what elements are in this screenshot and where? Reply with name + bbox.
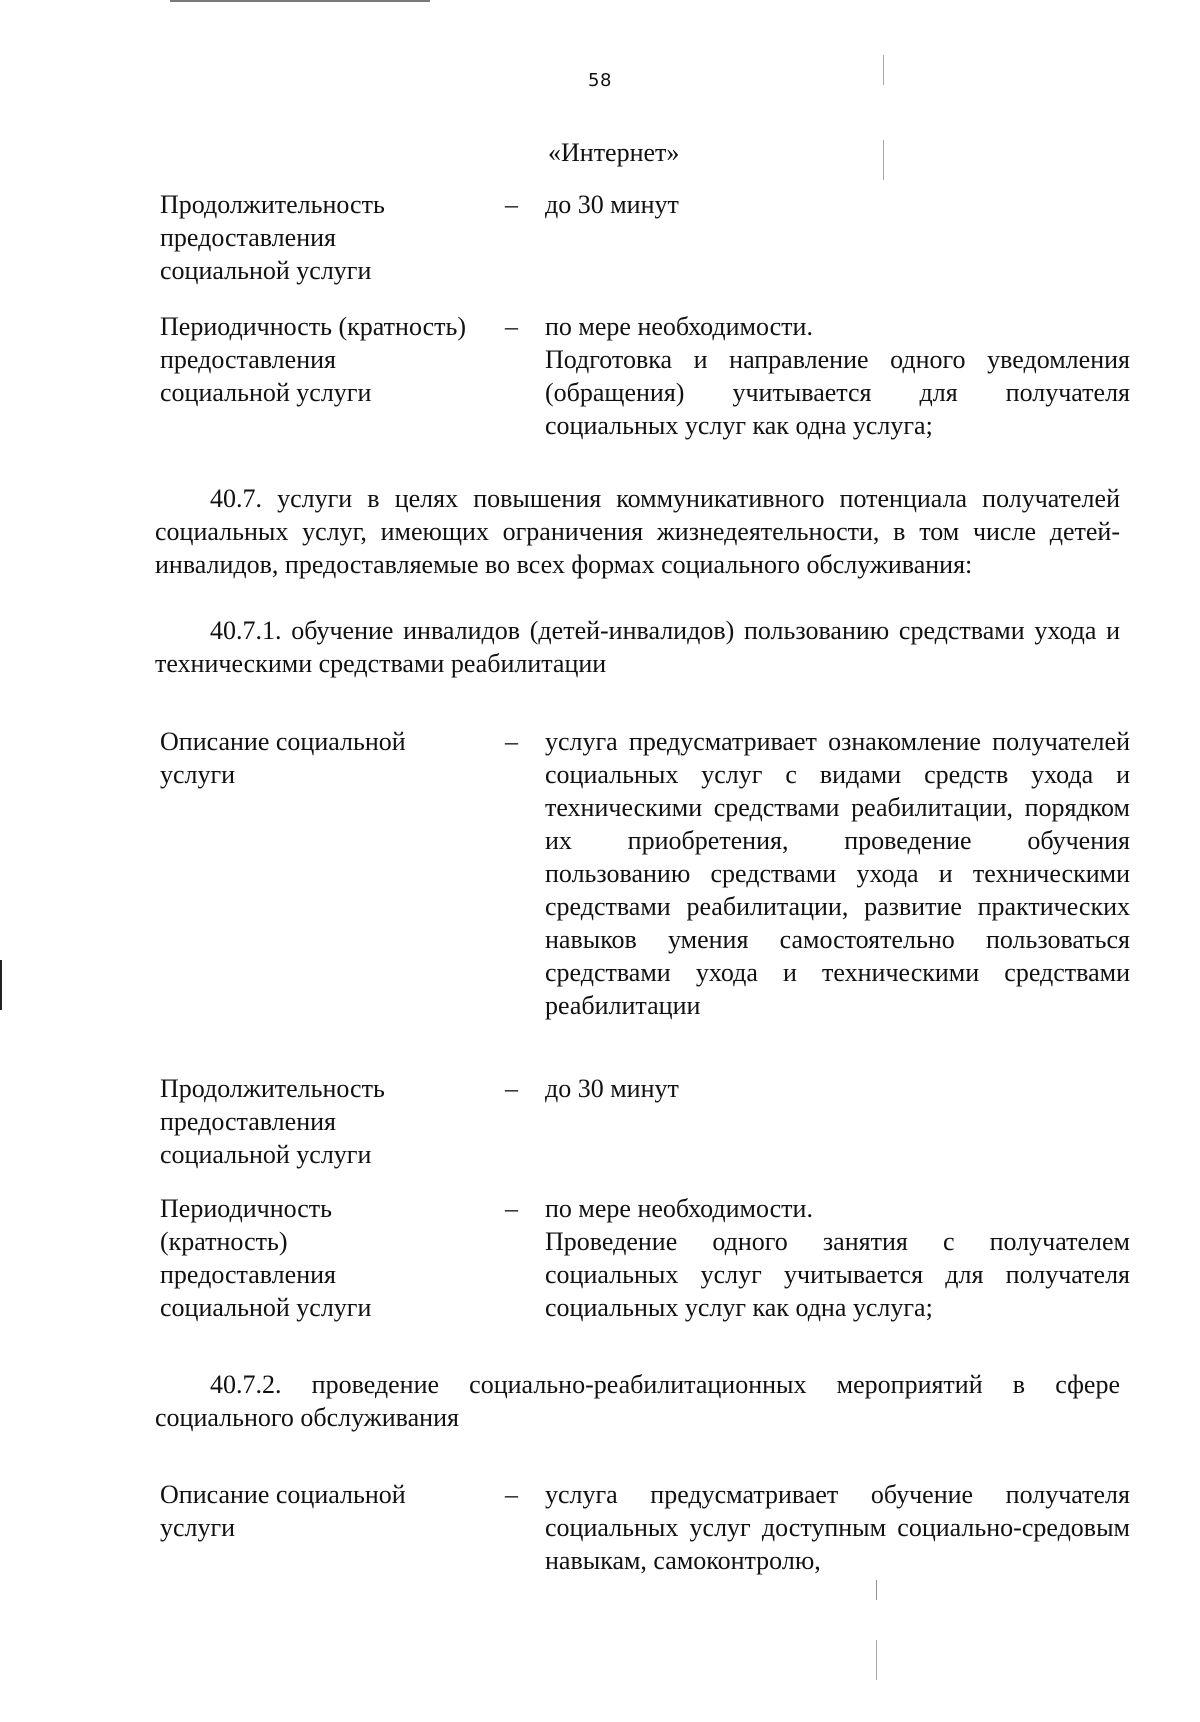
scan-artifact-top-line [170, 0, 430, 2]
internet-line: «Интернет» [548, 138, 680, 167]
field-value: услуга предусматривает обучение получателя социальных услуг доступным социально-средовым навыкам, самоконтролю, [545, 1480, 1130, 1575]
field-dash: – [505, 190, 518, 219]
scan-artifact-right-dots [883, 55, 884, 85]
duration-field-1 [160, 188, 1130, 287]
field-value-line: Проведение одного занятия с получателем социальных услуг учитывается для получателя социальных услуг как одна услуга; [545, 1227, 1130, 1322]
field-label: Продолжительность предоставления социальной услуги [160, 190, 385, 285]
section-40-7-1: 40.7.1. обучение инвалидов (детей-инвалидов) пользованию средствами ухода и техническими средствами реабилитации [155, 616, 1120, 678]
periodicity-field-1 [160, 310, 1130, 442]
section-40-7-2: 40.7.2. проведение социально-реабилитационных мероприятий в сфере социального обслуживания [155, 1370, 1120, 1432]
field-dash: – [505, 727, 518, 756]
field-label: Описание социальной услуги [160, 1480, 406, 1542]
field-dash: – [505, 312, 518, 341]
scan-artifact-left-edge [0, 960, 2, 1010]
field-value [545, 1192, 1130, 1324]
field-value-line: по мере необходимости. [545, 1194, 813, 1223]
field-value [545, 310, 1130, 442]
field-label: Продолжительность предоставления социальной услуги [160, 1074, 385, 1169]
periodicity-field-2 [160, 1192, 1130, 1324]
description-field-2 [160, 725, 1130, 1022]
field-label: Периодичность (кратность) предоставления социальной услуги [160, 312, 467, 407]
field-value-line: по мере необходимости. [545, 312, 813, 341]
field-dash: – [505, 1480, 518, 1509]
scan-artifact-right-dots [883, 140, 884, 180]
field-label: Периодичность (кратность) предоставления социальной услуги [160, 1194, 372, 1322]
page-number: 58 [588, 70, 612, 91]
field-value: до 30 минут [545, 1074, 679, 1103]
field-value: услуга предусматривает ознакомление получателей социальных услуг с видами средств ухода и техническими средствами реабилитации, порядком их приобретения, проведение обучения пользованию средствами ухода и техническими средствами реабилитации, развитие практических навыков умения самостоятельно пользоваться средствами ухода и техническими средствами реабилитации [545, 727, 1130, 1020]
field-value: до 30 минут [545, 190, 679, 219]
scan-artifact-right-dots [876, 1640, 877, 1680]
field-label: Описание социальной услуги [160, 727, 406, 789]
description-field-3 [160, 1478, 1130, 1577]
duration-field-2 [160, 1072, 1130, 1171]
field-dash: – [505, 1194, 518, 1223]
field-value-line: Подготовка и направление одного уведомления (обращения) учитывается для получателя социальных услуг как одна услуга; [545, 345, 1130, 440]
field-dash: – [505, 1074, 518, 1103]
scan-artifact-right-dots [876, 1580, 877, 1600]
section-40-7: 40.7. услуги в целях повышения коммуникативного потенциала получателей социальных услуг, имеющих ограничения жизнедеятельности, в том числе детей-инвалидов, предоставляемые во всех формах социального обслуживания: [155, 484, 1120, 579]
